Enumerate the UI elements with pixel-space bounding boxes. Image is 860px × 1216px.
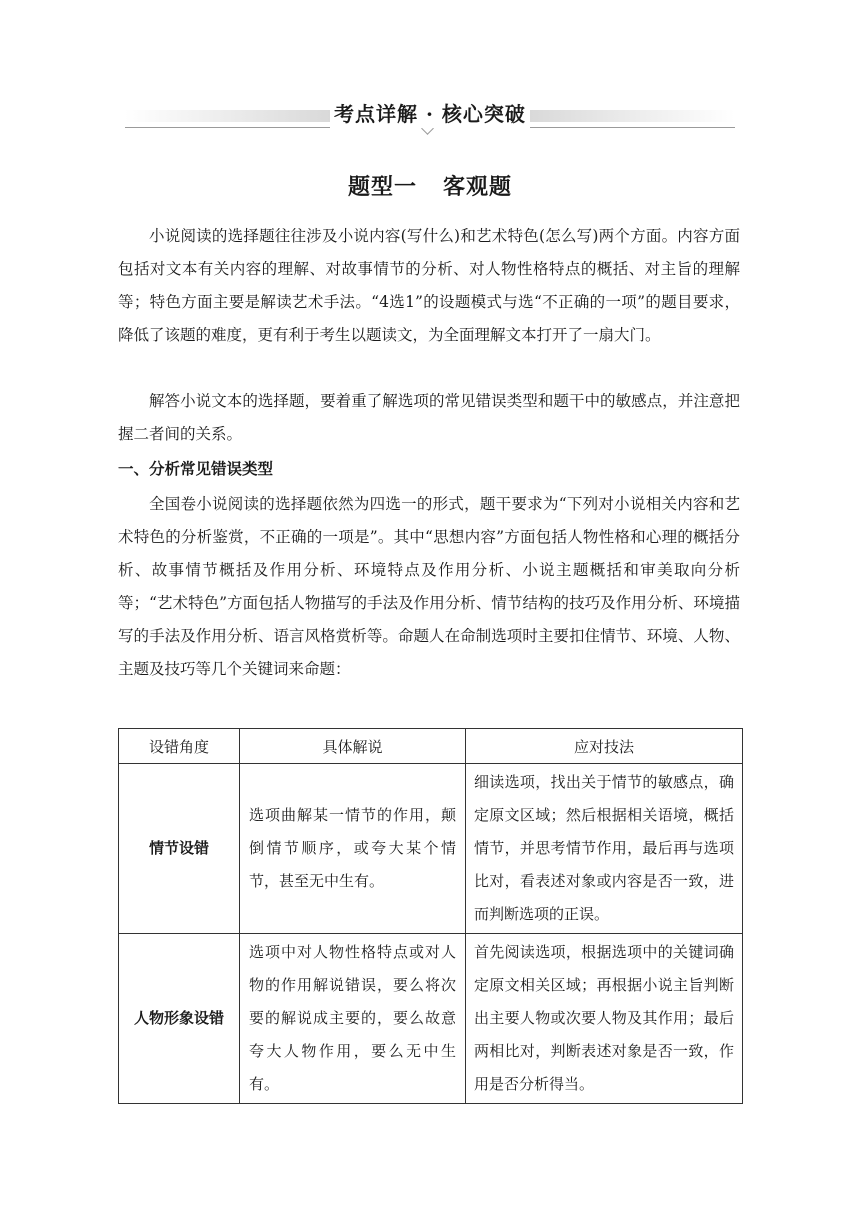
section-title-name: 客观题 — [443, 175, 513, 200]
header-decoration-right — [530, 110, 735, 122]
section-header-banner — [125, 100, 735, 130]
table-header-cell: 设错角度 — [119, 729, 240, 764]
section-title — [0, 170, 860, 201]
header-title: 考点详解 · 核心突破 — [330, 100, 530, 128]
table-cell-explanation: 选项中对人物性格特点或对人物的作用解说错误，要么将次要的解说成主要的，要么故意夸大人物作用，要么无中生有。 — [240, 934, 466, 1104]
table-row — [119, 934, 743, 1104]
table-cell-technique: 首先阅读选项，根据选项中的关键词确定原文相关区域；再根据小说主旨判断出主要人物或次要人物及其作用；最后两相比对，判断表述对象是否一致，作用是否分析得当。 — [466, 934, 743, 1104]
table-cell-technique: 细读选项，找出关于情节的敏感点，确定原文区域；然后根据相关语境，概括情节，并思考情节作用，最后再与选项比对，看表述对象或内容是否一致，进而判断选项的正误。 — [466, 764, 743, 934]
table-cell-category: 情节设错 — [119, 764, 240, 934]
table-cell-category: 人物形象设错 — [119, 934, 240, 1104]
table-cell-explanation: 选项曲解某一情节的作用，颠倒情节顺序，或夸大某个情节，甚至无中生有。 — [240, 764, 466, 934]
method-paragraph: 解答小说文本的选择题，要着重了解选项的常见错误类型和题干中的敏感点，并注意把握二者间的关系。 — [118, 392, 740, 443]
section-title-number: 题型一 — [347, 175, 417, 200]
intro-paragraph: 小说阅读的选择题往往涉及小说内容(写什么)和艺术特色(怎么写)两个方面。内容方面包括对文本有关内容的理解、对故事情节的分析、对人物性格特点的概括、对主旨的理解等；特色方面主要是解读艺术手法。“4选1”的设题模式与选“不正确的一项”的题目要求，降低了该题的难度，更有利于考生以题读文，为全面理解文本打开了一扇大门。 — [118, 227, 740, 344]
header-decoration-left — [125, 110, 330, 122]
analysis-paragraph: 全国卷小说阅读的选择题依然为四选一的形式，题干要求为“下列对小说相关内容和艺术特色的分析鉴赏，不正确的一项是”。其中“思想内容”方面包括人物性格和心理的概括分析、故事情节概括及作用分析、环境特点及作用分析、小说主题概括和审美取向分析等；“艺术特色”方面包括人物描写的手法及作用分析、情节结构的技巧及作用分析、环境描写的手法及作用分析、语言风格赏析等。命题人在命制选项时主要扣住情节、环境、人物、主题及技巧等几个关键词来命题： — [118, 495, 740, 678]
error-types-table — [118, 728, 743, 1104]
table-header-row — [119, 729, 743, 764]
table-header-cell: 应对技法 — [466, 729, 743, 764]
table-header-cell: 具体解说 — [240, 729, 466, 764]
table-row — [119, 764, 743, 934]
subheading: 一、分析常见错误类型 — [118, 460, 274, 478]
